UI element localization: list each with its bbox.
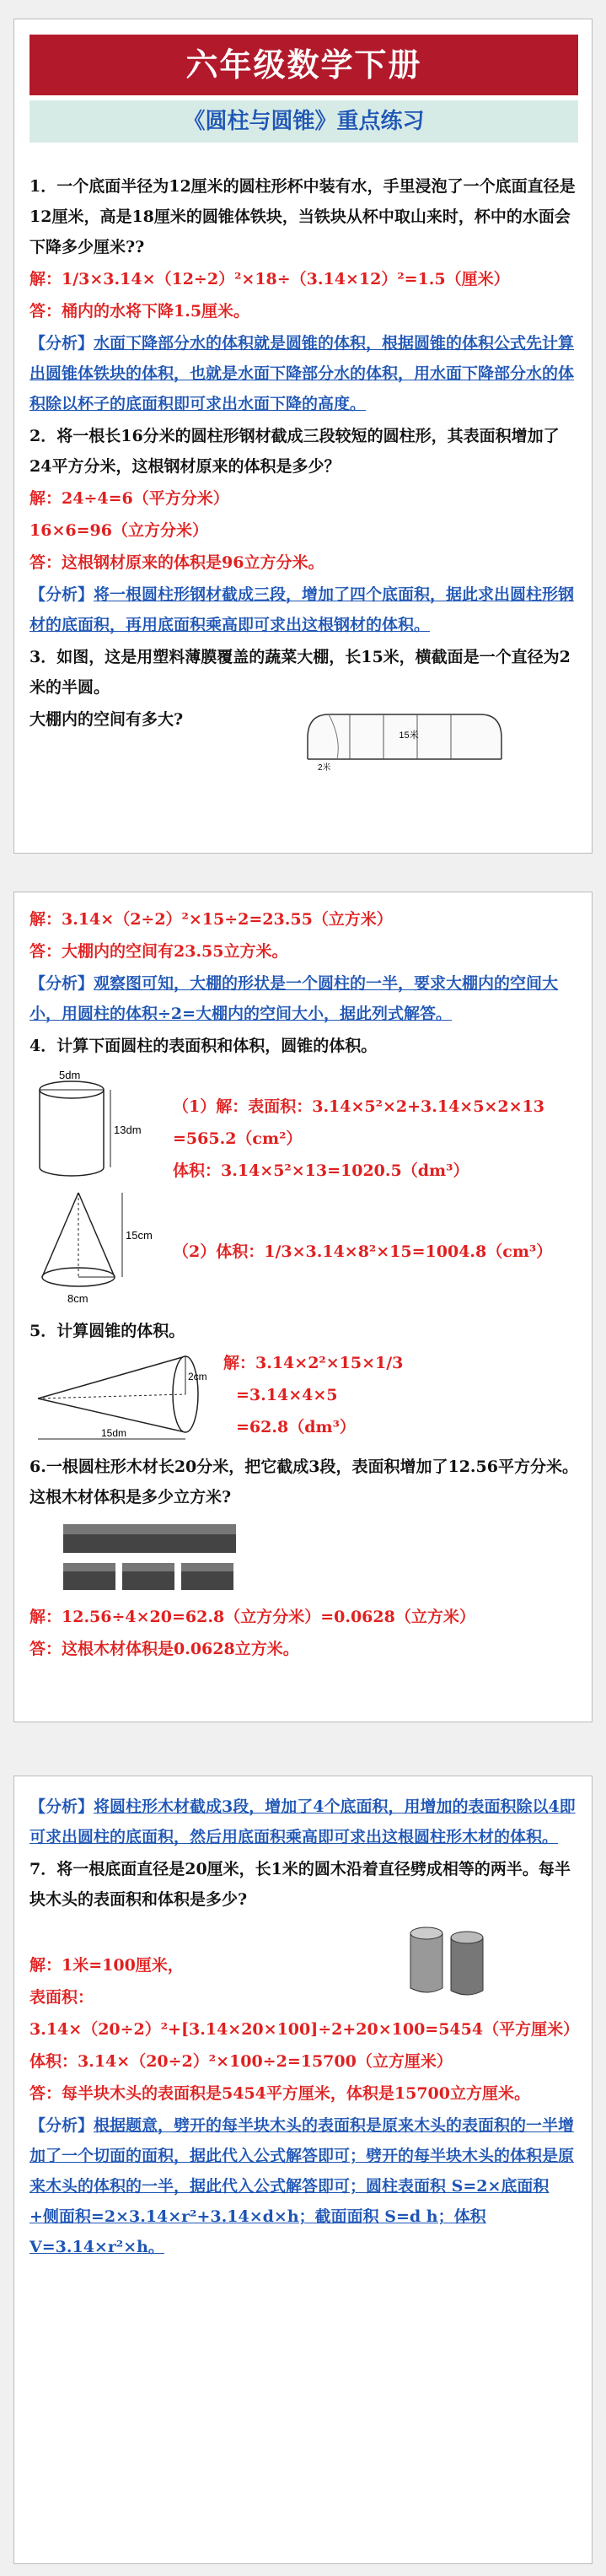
split-log-figure (400, 1916, 493, 2001)
cylinder-cone-figure (29, 1066, 156, 1311)
answer-7: 答：每半块木头的表面积是5454平方厘米，体积是15700立方厘米。 (29, 2084, 530, 2103)
page-subtitle: 《圆柱与圆锥》重点练习 (29, 100, 578, 143)
solution-7b: 表面积： (29, 1988, 94, 2007)
analysis-tag: 【分析】 (29, 585, 94, 604)
page-1-content (29, 171, 578, 772)
analysis-text: 根据题意，劈开的每半块木头的表面积是原来木头的表面积的一半增加了一个切面的面积，据此代入公式解答即可；劈开的每半块木头的体积是原来木头的体积的一半，据此代入公式解答即可；圆柱表面积 S=2×底面积+侧面积=2×3.14×r²+3.14×d×h；截面面积 S=d h；体积 V=3.14×r²×h。 (29, 2116, 575, 2256)
solution-5b: =3.14×4×5 (236, 1386, 338, 1404)
analysis-3 (29, 968, 578, 1029)
solution-3: 解：3.14×（2÷2）²×15÷2=23.55（立方米） (29, 910, 393, 929)
analysis-tag: 【分析】 (29, 974, 94, 993)
question-7-solution-top (29, 1916, 383, 2014)
analysis-tag: 【分析】 (29, 334, 94, 353)
analysis-tag: 【分析】 (29, 1797, 94, 1816)
question-3-ask: 大棚内的空间有多大? (29, 710, 184, 729)
analysis-text: 将圆柱形木材截成3段，增加了4个底面积，用增加的表面积除以4即可求出圆柱的底面积，然后用底面积乘高即可求出这根圆柱形木材的体积。 (29, 1797, 576, 1846)
solution-6: 解：12.56÷4×20=62.8（立方分米）=0.0628（立方米） (29, 1608, 475, 1626)
question-4-solution (156, 1091, 552, 1269)
solution-4d: （2）体积：1/3×3.14×8²×15=1004.8（cm³） (173, 1242, 553, 1261)
question-6: 6.一根圆柱形木材长20分米，把它截成3段，表面积增加了12.56平方分米。这根木材体积是多少立方米? (29, 1458, 578, 1506)
question-3: 3．如图，这是用塑料薄膜覆盖的蔬菜大棚，长15米，横截面是一个直径为2米的半圆。 (29, 648, 571, 697)
analysis-tag: 【分析】 (29, 2116, 94, 2135)
answer-6: 答：这根木材体积是0.0628立方米。 (29, 1640, 299, 1658)
question-7: 7．将一根底面直径是20厘米，长1米的圆木沿着直径劈成相等的两半。每半块木头的表面积和体积是多少? (29, 1860, 571, 1909)
timber-figure (55, 1519, 257, 1595)
answer-1: 答：桶内的水将下降1.5厘米。 (29, 302, 250, 321)
question-1: 1．一个底面半径为12厘米的圆柱形杯中装有水，手里浸泡了一个底面直径是12厘米，高是18厘米的圆锥体铁块，当铁块从杯中取山来时，杯中的水面会下降多少厘米?? (29, 177, 576, 256)
solution-1: 解：1/3×3.14×（12÷2）²×18÷（3.14×12）²=1.5（厘米） (29, 270, 510, 288)
question-2: 2．将一根长16分米的圆柱形钢材截成三段较短的圆柱形，其表面积增加了24平方分米，这根钢材原来的体积是多少？ (29, 427, 560, 476)
cone-diameter-label: 8cm (67, 1292, 88, 1305)
question-3-row (29, 704, 578, 772)
page-2-content (29, 904, 578, 1666)
solution-2b: 16×6=96（立方分米） (29, 521, 208, 540)
cone-height-label: 15cm (126, 1229, 153, 1242)
analysis-2 (29, 579, 578, 640)
lying-cone-diameter-label: 2cm (188, 1371, 207, 1382)
answer-3: 答：大棚内的空间有23.55立方米。 (29, 942, 288, 961)
question-4: 4．计算下面圆柱的表面积和体积，圆锥的体积。 (29, 1037, 378, 1055)
solution-2a: 解：24÷4=6（平方分米） (29, 489, 229, 508)
analysis-1 (29, 328, 578, 419)
greenhouse-length-label: 15米 (399, 730, 419, 741)
solution-7a: 解：1米=100厘米， (29, 1956, 184, 1975)
question-5: 5．计算圆锥的体积。 (29, 1322, 185, 1340)
answer-2: 答：这根钢材原来的体积是96立方分米。 (29, 553, 324, 572)
lying-cone-length-label: 15dm (101, 1427, 127, 1439)
greenhouse-figure (299, 704, 518, 772)
question-5-row (29, 1348, 578, 1445)
analysis-7 (29, 2110, 578, 2262)
cylinder-height-label: 13dm (114, 1124, 142, 1136)
solution-7c: 3.14×（20÷2）²+[3.14×20×100]÷2+20×100=5454（平方厘米） (29, 2020, 580, 2039)
question-7-row (29, 1916, 578, 2014)
cylinder-diameter-label: 5dm (59, 1069, 81, 1081)
analysis-text: 将一根圆柱形钢材截成三段，增加了四个底面积，据此求出圆柱形钢材的底面积，再用底面积乘高即可求出这根钢材的体积。 (29, 585, 575, 634)
analysis-6 (29, 1792, 578, 1852)
analysis-text: 水面下降部分水的体积就是圆锥的体积，根据圆锥的体积公式先计算出圆锥体铁块的体积，也就是水面下降部分水的体积，用水面下降部分水的体积除以杯子的底面积即可求出水面下降的高度。 (29, 334, 575, 413)
page-1 (13, 19, 593, 854)
solution-4c: 体积：3.14×5²×13=1020.5（dm³） (173, 1161, 469, 1180)
page-2 (13, 892, 593, 1722)
question-4-row (29, 1066, 578, 1311)
greenhouse-diameter-label: 2米 (318, 763, 331, 772)
page-3-content (29, 1792, 578, 2264)
question-5-solution (211, 1348, 403, 1444)
solution-5c: =62.8（dm³） (236, 1418, 356, 1436)
solution-7d: 体积：3.14×（20÷2）²×100÷2=15700（立方厘米） (29, 2052, 453, 2071)
solution-4a: （1）解：表面积：3.14×5²×2+3.14×5×2×13 (173, 1097, 544, 1116)
analysis-text: 观察图可知，大棚的形状是一个圆柱的一半，要求大棚内的空间大小，用圆柱的体积÷2=大棚内的空间大小，据此列式解答。 (29, 974, 559, 1023)
solution-4b: =565.2（cm²） (173, 1129, 303, 1148)
page-title: 六年级数学下册 (29, 35, 578, 95)
lying-cone-figure (29, 1348, 211, 1445)
solution-5a: 解：3.14×2²×15×1/3 (223, 1354, 404, 1372)
page-3 (13, 1776, 593, 2564)
